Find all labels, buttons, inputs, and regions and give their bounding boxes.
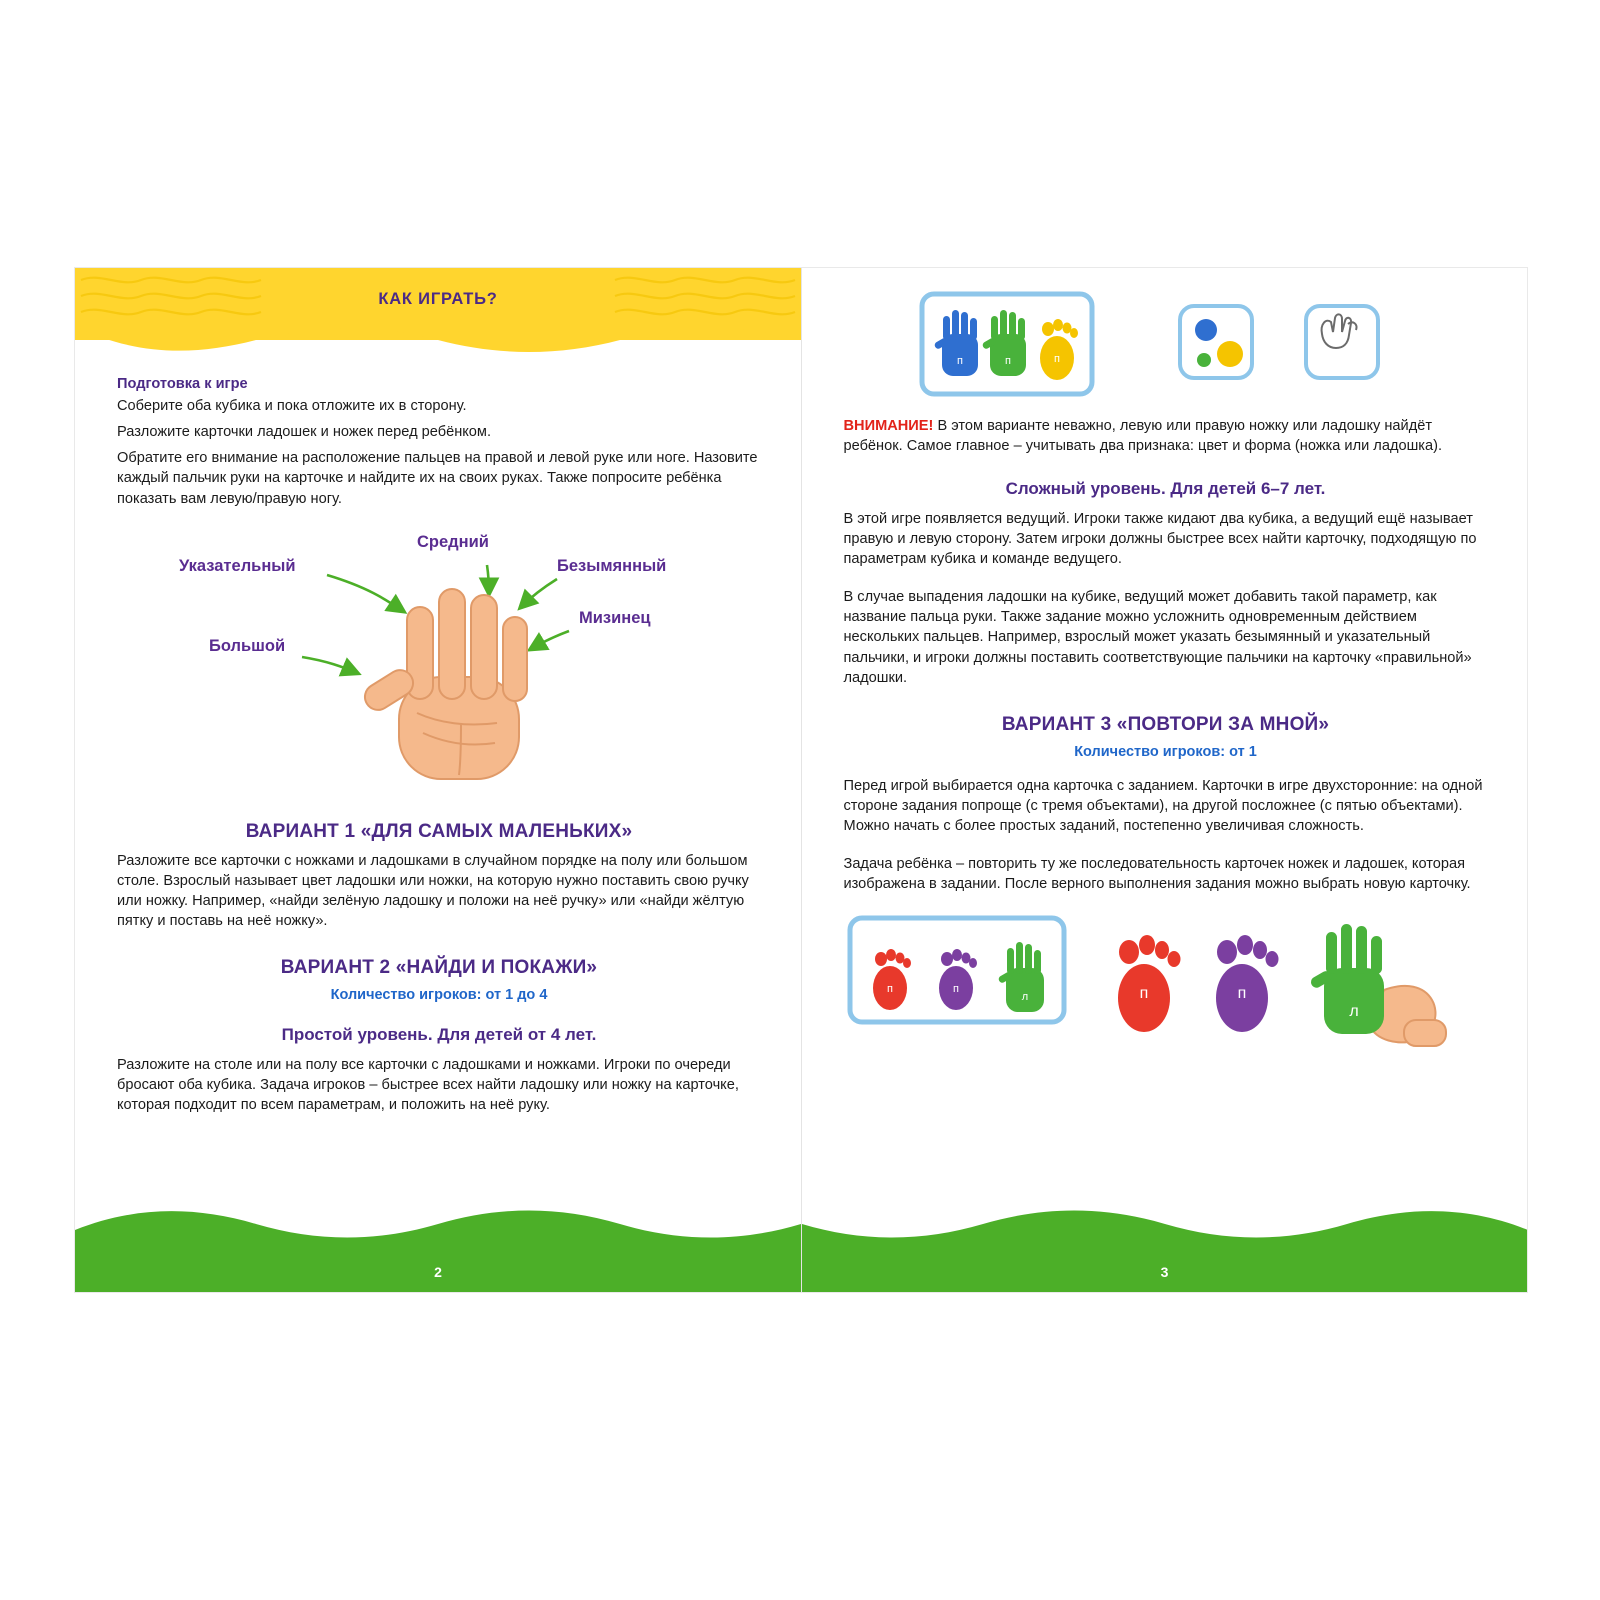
right-footer-band xyxy=(802,1200,1528,1292)
svg-text:п: п xyxy=(956,355,963,367)
label-thumb: Большой xyxy=(209,636,286,655)
label-middle-finger: Средний xyxy=(417,532,489,551)
svg-text:п: п xyxy=(1053,353,1060,365)
svg-text:п: п xyxy=(1139,985,1148,1003)
hard-level-paragraph-1: В этой игре появляется ведущий. Игроки также кидают два кубика, а ведущий ещё называет правую и левую сторону. Затем игроки должны быстрее всех найти карточку, подходящую по параметрам кубика и команде ведущего. xyxy=(843,510,1477,568)
prep-paragraph-1: Соберите оба кубика и пока отложите их в сторону. xyxy=(117,398,467,414)
page-header-band xyxy=(75,268,801,370)
variant-3-paragraph-1: Перед игрой выбирается одна карточка с заданием. Карточки в игре двухсторонние: на одной стороне задания попроще (с тремя объектами), на другой посложнее (с пятью объектами). Можно начать с более простых заданий, постепенно увеличивая сложность. xyxy=(843,777,1483,835)
prep-paragraph-2: Разложите карточки ладошек и ножек перед ребёнком. xyxy=(117,424,492,441)
attention-label: ВНИМАНИЕ! xyxy=(843,418,934,434)
top-artwork-svg xyxy=(844,290,1488,402)
variant-3-players: Количество игроков: от 1 xyxy=(1074,743,1257,760)
variant-2-players: Количество игроков: от 1 до 4 xyxy=(330,987,548,1004)
left-page-content xyxy=(117,376,761,1122)
hard-level-title: Сложный уровень. Для детей 6–7 лет. xyxy=(1005,478,1326,498)
svg-text:п: п xyxy=(1237,985,1246,1003)
page-number-left: 2 xyxy=(434,1264,442,1280)
left-page xyxy=(75,268,802,1292)
page-title: КАК ИГРАТЬ? xyxy=(378,290,498,308)
label-little-finger: Мизинец xyxy=(579,608,651,627)
top-artwork xyxy=(844,290,1488,402)
svg-text:п: п xyxy=(886,983,893,996)
hard-level-paragraph-2: В случае выпадения ладошки на кубике, ведущий может добавить такой параметр, как название пальца руки. Также задание можно усложнить одновременным действием нескольких пальцев. Например, взрослый может указать безымянный и указательный пальчики, и игроки должны поставить соответствующие пальчики на карточку «правильной» ладошки. xyxy=(843,589,1472,686)
svg-text:л: л xyxy=(1021,991,1028,1004)
variant-1-text: Разложите все карточки с ножками и ладошками в случайном порядке на полу или большом столе. Взрослый называет цвет ладошки или ножки, на которую нужно поставить свою ручку или ножку. Например, «найди зелёную ладошку и положи на неё ручку» или «найди жёлтую пятку и поставь на неё ножку». xyxy=(117,852,749,929)
simple-level-title: Простой уровень. Для детей от 4 лет. xyxy=(281,1025,597,1045)
bottom-artwork xyxy=(844,912,1488,1062)
svg-text:л: л xyxy=(1348,1003,1359,1021)
label-index-finger: Указательный xyxy=(179,556,296,575)
bottom-artwork-svg xyxy=(844,912,1488,1062)
booklet-spread xyxy=(75,268,1527,1292)
simple-level-text: Разложите на столе или на полу все карточки с ладошками и ножками. Игроки по очереди бросают оба кубика. Задача игроков – быстрее всех найти ладошку или ножку на карточке, которая подходит по всем параметрам, и положить на неё руку. xyxy=(117,1057,739,1114)
hand-illustration xyxy=(117,527,761,795)
right-page xyxy=(802,268,1528,1292)
hand-diagram xyxy=(117,527,761,795)
svg-text:п: п xyxy=(952,983,959,996)
variant-3-paragraph-2: Задача ребёнка – повторить ту же последовательность карточек ножек и ладошек, которая изображена в задании. После верного выполнения задания можно выбрать новую карточку. xyxy=(843,856,1471,893)
right-page-content xyxy=(844,290,1488,1062)
attention-note xyxy=(844,416,1488,457)
page-number-right: 3 xyxy=(1160,1264,1169,1280)
left-footer-band xyxy=(75,1200,801,1292)
prep-heading: Подготовка к игре xyxy=(117,376,248,392)
label-ring-finger: Безымянный xyxy=(557,556,667,575)
variant-2-title: ВАРИАНТ 2 «НАЙДИ И ПОКАЖИ» xyxy=(280,957,598,979)
prep-paragraph-3: Обратите его внимание на расположение пальцев на правой и левой руке или ноге. Назовите каждый пальчик руки на карточке и найдите их на своих руках. Также попросите ребёнка показать вам левую/правую ногу. xyxy=(117,450,758,507)
attention-text: В этом варианте неважно, левую или правую ножку или ладошку найдёт ребёнок. Самое главное – учитывать два признака: цвет и форма (ножка или ладошка). xyxy=(843,418,1443,455)
svg-text:п: п xyxy=(1004,355,1011,367)
variant-3-title: ВАРИАНТ 3 «ПОВТОРИ ЗА МНОЙ» xyxy=(1001,713,1330,735)
variant-1-title: ВАРИАНТ 1 «ДЛЯ САМЫХ МАЛЕНЬКИХ» xyxy=(245,820,633,842)
